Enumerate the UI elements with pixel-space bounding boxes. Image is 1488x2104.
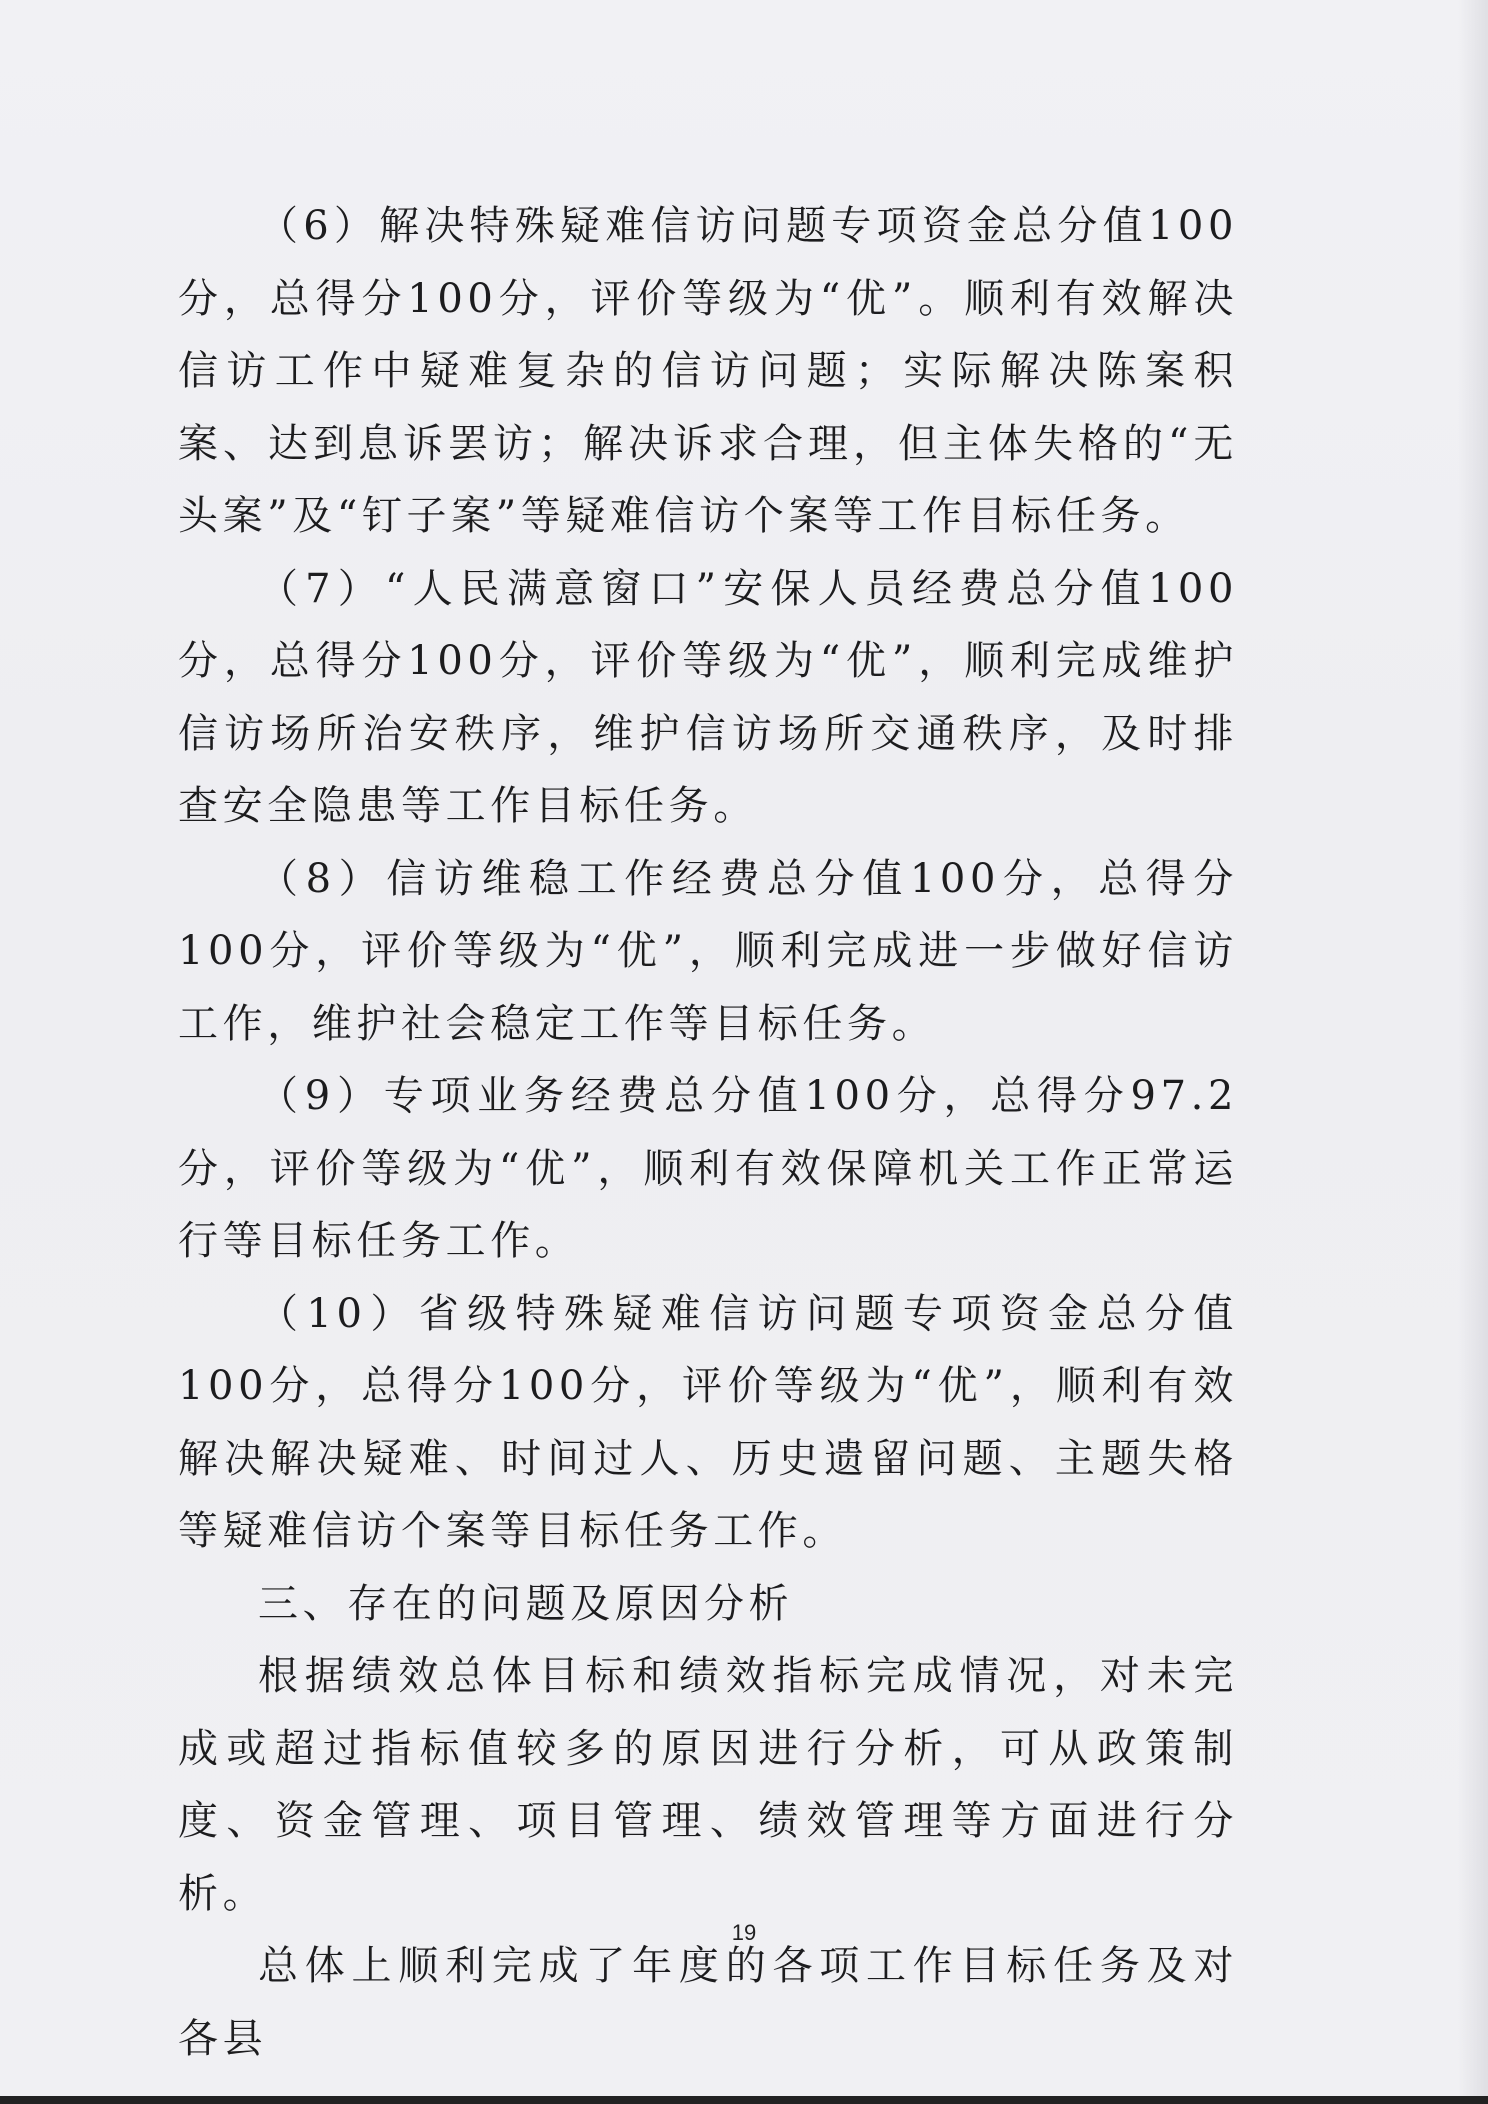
paragraph-item-7: （7）“人民满意窗口”安保人员经费总分值100分，总得分100分，评价等级为“优”，顺利完成维护信访场所治安秩序，维护信访场所交通秩序，及时排查安全隐患等工作目标任务。: [178, 565, 1238, 829]
paragraph-item-6: （6）解决特殊疑难信访问题专项资金总分值100分，总得分100分，评价等级为“优”。顺利有效解决信访工作中疑难复杂的信访问题；实际解决陈案积案、达到息诉罢访；解决诉求合理，但主体失格的“无头案”及“钉子案”等疑难信访个案等工作目标任务。: [178, 203, 1238, 539]
paragraph-item-10: （10）省级特殊疑难信访问题专项资金总分值100分，总得分100分，评价等级为“优”，顺利有效解决解决疑难、时间过人、历史遗留问题、主题失格等疑难信访个案等目标任务工作。: [178, 1290, 1238, 1554]
paragraph-item-9: （9）专项业务经费总分值100分，总得分97.2分，评价等级为“优”，顺利有效保障机关工作正常运行等目标任务工作。: [178, 1073, 1238, 1264]
page-number: 19: [731, 1920, 757, 1945]
section-heading: 三、存在的问题及原因分析: [258, 1580, 794, 1627]
page-edge-shadow: [1458, 0, 1488, 2104]
paragraph-analysis: 根据绩效总体目标和绩效指标完成情况，对未完成或超过指标值较多的原因进行分析，可从政策制度、资金管理、项目管理、绩效管理等方面进行分析。: [178, 1653, 1238, 1917]
paragraph-summary: 总体上顺利完成了年度的各项工作目标任务及对各县: [178, 1943, 1238, 2062]
paragraph-item-8: （8）信访维稳工作经费总分值100分，总得分100分，评价等级为“优”，顺利完成进一步做好信访工作，维护社会稳定工作等目标任务。: [178, 855, 1238, 1047]
scan-bottom-edge: [0, 2096, 1488, 2104]
body-text: [178, 190, 1238, 2075]
